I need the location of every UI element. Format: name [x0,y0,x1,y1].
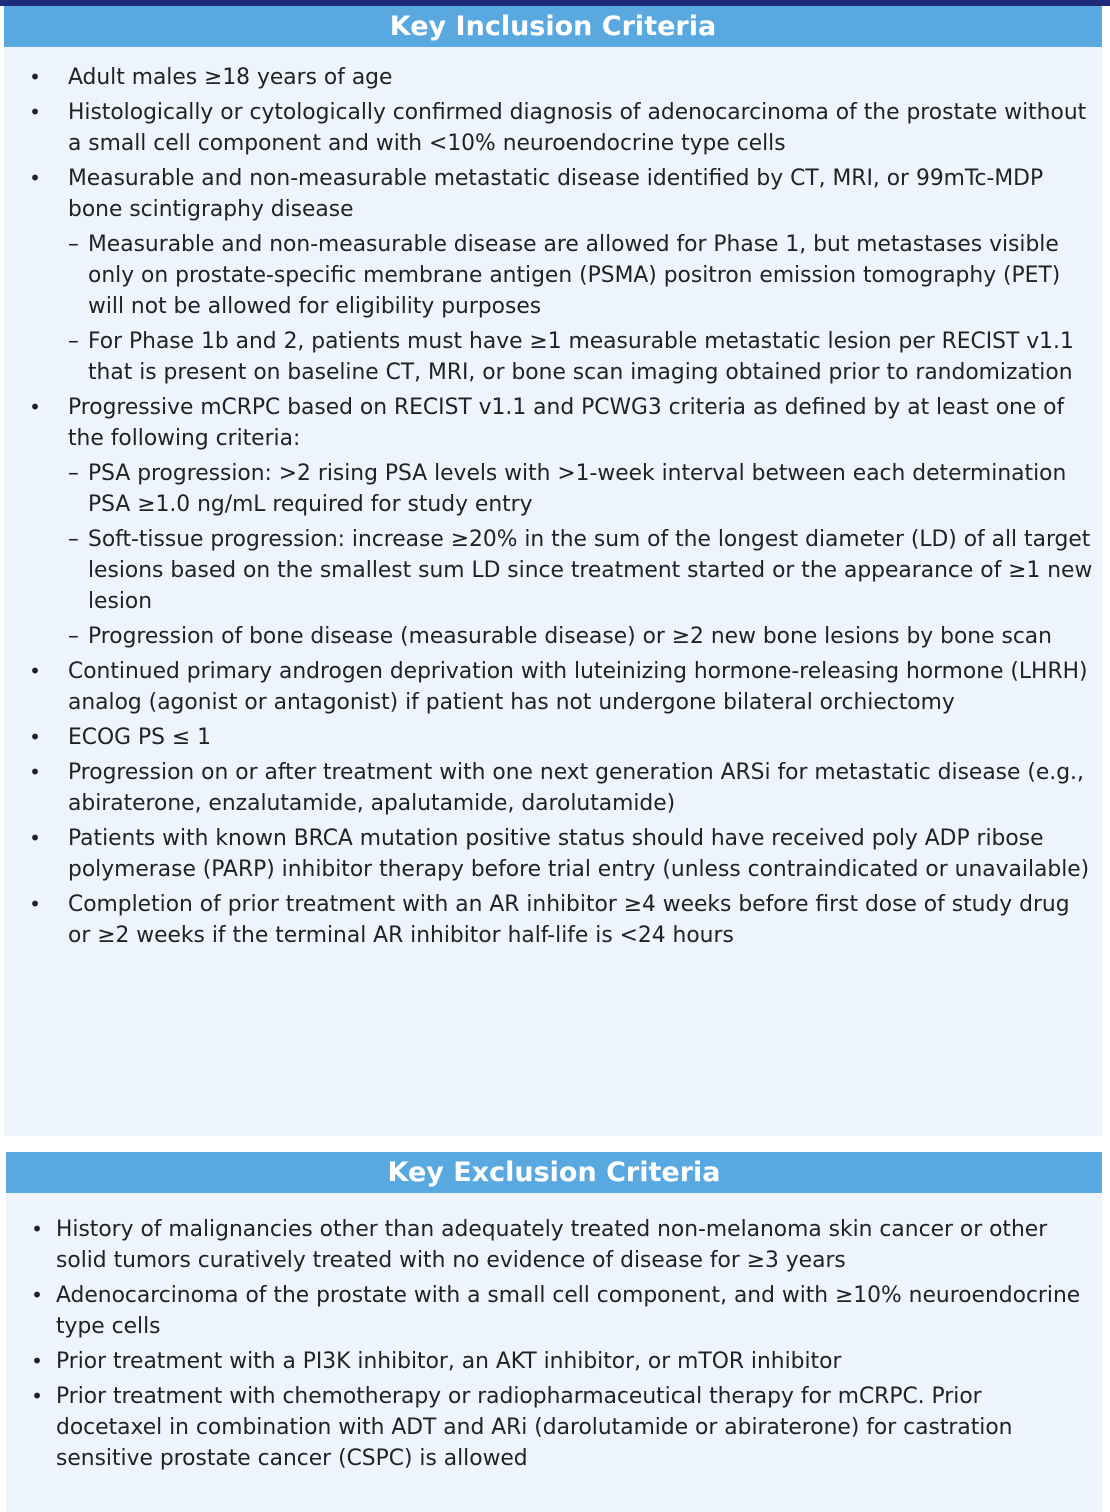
criterion-text: Histologically or cytologically confirmed diagnosis of adenocarcinoma of the prostate without a small cell component and with <10% neuroendocrine type cells [68,100,1087,156]
criterion-text: Measurable and non-measurable metastatic disease identified by CT, MRI, or 99mTc-MDP bone scintigraphy disease [68,166,1044,222]
bullet-icon: • [29,395,41,419]
criterion-subtext: Measurable and non-measurable disease are allowed for Phase 1, but metastases visible only on prostate-specific membrane antigen (PSMA) positron emission tomography (PET) will not be allowed for eligibility purposes [88,232,1061,319]
list-item [26,889,1096,951]
bullet-icon: • [29,892,41,916]
list-item [26,656,1096,718]
list-item [26,97,1096,159]
criterion-text: Progressive mCRPC based on RECIST v1.1 and PCWG3 criteria as defined by at least one of the following criteria: [68,395,1065,451]
bullet-icon: • [29,659,41,683]
criterion-text: Patients with known BRCA mutation positive status should have received poly ADP ribose polymerase (PARP) inhibitor therapy before trial entry (unless contraindicated or unavailable) [68,826,1090,882]
inclusion-criteria-panel [4,6,1102,1136]
criterion-text: History of malignancies other than adequately treated non-melanoma skin cancer or other solid tumors curatively treated with no evidence of disease for ≥3 years [56,1217,1048,1273]
list-item [26,823,1096,885]
criterion-text: Continued primary androgen deprivation with luteinizing hormone-releasing hormone (LHRH) analog (agonist or antagonist) if patient has not undergone bilateral orchiectomy [68,659,1088,715]
inclusion-criteria-list [26,62,1096,955]
criterion-text: Prior treatment with a PI3K inhibitor, an AKT inhibitor, or mTOR inhibitor [56,1349,842,1374]
exclusion-criteria-list [28,1214,1088,1478]
criterion-text: Adult males ≥18 years of age [68,65,393,90]
bullet-icon: • [29,826,41,850]
criterion-subtext: PSA progression: >2 rising PSA levels with >1-week interval between each determination PSA ≥1.0 ng/mL required for study entry [88,461,1067,517]
list-item [26,62,1096,93]
exclusion-criteria-panel [6,1152,1102,1512]
sub-list-item [26,458,1096,520]
bullet-icon: • [29,166,41,190]
list-item [28,1381,1088,1474]
bullet-icon: • [29,65,41,89]
list-item [26,392,1096,454]
bullet-icon: • [31,1283,43,1307]
bullet-icon: • [29,725,41,749]
bullet-icon: • [29,760,41,784]
list-item [26,163,1096,225]
exclusion-criteria-header: Key Exclusion Criteria [6,1152,1102,1193]
sub-list-item [26,621,1096,652]
criterion-text: Adenocarcinoma of the prostate with a small cell component, and with ≥10% neuroendocrine type cells [56,1283,1081,1339]
dash-icon: – [68,461,79,486]
bullet-icon: • [31,1349,43,1373]
dash-icon: – [68,329,79,354]
sub-list-item [26,326,1096,388]
bullet-icon: • [31,1384,43,1408]
criterion-subtext: For Phase 1b and 2, patients must have ≥1 measurable metastatic lesion per RECIST v1.1 that is present on baseline CT, MRI, or bone scan imaging obtained prior to randomization [88,329,1074,385]
dash-icon: – [68,624,79,649]
sub-list-item [26,229,1096,322]
criterion-text: Completion of prior treatment with an AR inhibitor ≥4 weeks before first dose of study drug or ≥2 weeks if the terminal AR inhibitor half-life is <24 hours [68,892,1070,948]
list-item [28,1280,1088,1342]
inclusion-criteria-header: Key Inclusion Criteria [4,6,1102,47]
sub-list-item [26,524,1096,617]
criterion-text: Prior treatment with chemotherapy or radiopharmaceutical therapy for mCRPC. Prior docetaxel in combination with ADT and ARi (darolutamide or abiraterone) for castration sensitive prostate cancer (CSPC) is allowed [56,1384,1013,1471]
list-item [26,722,1096,753]
criterion-text: Progression on or after treatment with one next generation ARSi for metastatic disease (e.g., abiraterone, enzalutamide, apalutamide, darolutamide) [68,760,1084,816]
bullet-icon: • [29,100,41,124]
list-item [28,1214,1088,1276]
criterion-subtext: Soft-tissue progression: increase ≥20% in the sum of the longest diameter (LD) of all target lesions based on the smallest sum LD since treatment started or the appearance of ≥1 new lesion [88,527,1093,614]
criterion-text: ECOG PS ≤ 1 [68,725,211,750]
bullet-icon: • [31,1217,43,1241]
dash-icon: – [68,527,79,552]
list-item [26,757,1096,819]
criterion-subtext: Progression of bone disease (measurable disease) or ≥2 new bone lesions by bone scan [88,624,1052,649]
list-item [28,1346,1088,1377]
dash-icon: – [68,232,79,257]
